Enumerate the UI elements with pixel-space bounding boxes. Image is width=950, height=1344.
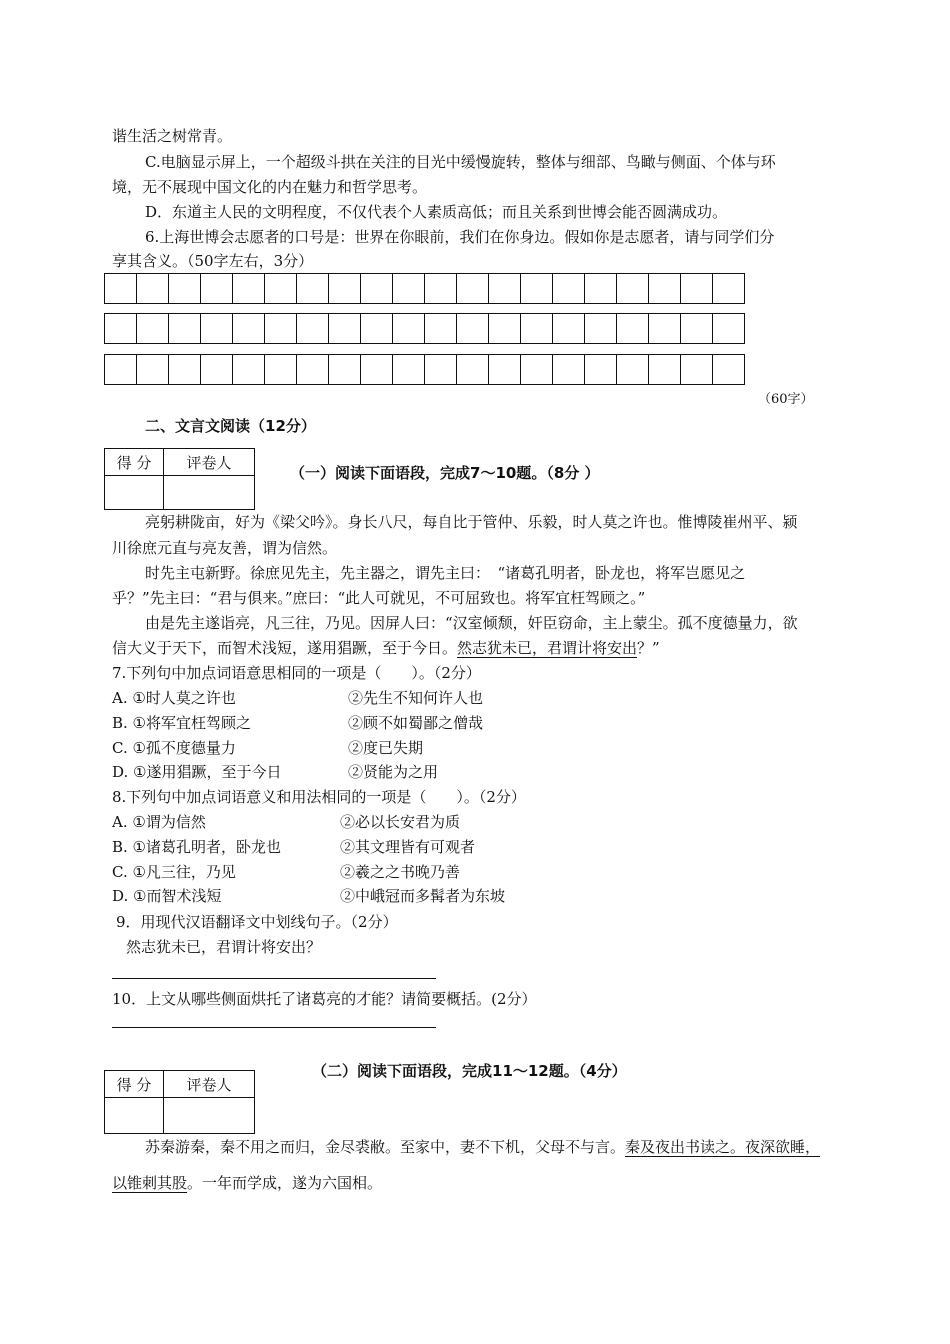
q8-option-c2: ②羲之之书晚乃善 bbox=[340, 863, 461, 881]
q8-option-d2: ②中峨冠而多髯者为东坡 bbox=[340, 887, 506, 905]
passage-text: 信大义于天下，而智术浅短，遂用猖蹶，至于今日。 bbox=[112, 639, 458, 657]
passage-line: 乎？”先主曰：“君与俱来。”庶曰：“此人可就见，不可屈致也。将军宜枉驾顾之。” bbox=[112, 589, 646, 607]
text-line: 谐生活之树常青。 bbox=[112, 127, 233, 145]
q7-option-c1: C. ①孤不度德量力 bbox=[112, 739, 236, 757]
option-c-text: C.电脑显示屏上，一个超级斗拱在关注的目光中缓慢旋转，整体与细部、鸟瞰与侧面、个体与环 bbox=[145, 153, 776, 171]
grader-label: 评卷人 bbox=[164, 1071, 255, 1098]
passage-text: 。一年而学成，遂为六国相。 bbox=[187, 1174, 383, 1192]
grid-char-count: （60字） bbox=[758, 392, 814, 407]
q8-option-b2: ②其文理皆有可观者 bbox=[340, 838, 476, 856]
q7-option-a1: A. ①时人莫之许也 bbox=[112, 689, 236, 707]
question-8-stem: 8.下列句中加点词语意义和用法相同的一项是（ ）。（2分） bbox=[112, 788, 526, 806]
question-9-stem: 9．用现代汉语翻译文中划线句子。（2分） bbox=[116, 913, 398, 931]
q8-option-b1: B. ①诸葛孔明者，卧龙也 bbox=[112, 838, 282, 856]
score-label: 得 分 bbox=[105, 1071, 164, 1098]
answer-line[interactable] bbox=[112, 978, 436, 979]
writing-grid-row-2[interactable] bbox=[104, 313, 745, 344]
option-d-text: D．东道主人民的文明程度，不仅代表个人素质高低；而且关系到世博会能否圆满成功。 bbox=[145, 203, 728, 221]
score-cell[interactable] bbox=[105, 476, 164, 510]
q7-option-b2: ②顾不如蜀鄙之僧哉 bbox=[348, 714, 484, 732]
underlined-sentence: 以锥刺其股 bbox=[112, 1174, 188, 1192]
part2-heading: （二）阅读下面语段，完成11～12题。（4分） bbox=[312, 1062, 627, 1080]
grader-cell[interactable] bbox=[164, 1098, 255, 1134]
score-cell[interactable] bbox=[105, 1098, 164, 1134]
question-6-stem-cont: 享其含义。（50字左右，3分） bbox=[112, 252, 314, 270]
question-6-stem: 6.上海世博会志愿者的口号是：世界在你眼前，我们在你身边。假如你是志愿者，请与同学们分 bbox=[145, 228, 775, 246]
passage-text: ？” bbox=[637, 639, 660, 657]
grader-cell[interactable] bbox=[164, 476, 255, 510]
part1-heading: （一）阅读下面语段，完成7～10题。（8分 ） bbox=[290, 464, 600, 482]
passage-line: 由是先主遂诣亮，凡三往，乃见。因屏人曰：“汉室倾颓，奸臣窃命，主上蒙尘。孤不度德量力，欲 bbox=[145, 614, 798, 632]
passage-line bbox=[112, 1173, 382, 1193]
section-heading: 二、文言文阅读（12分） bbox=[145, 417, 316, 435]
q8-option-d1: D. ①而智术浅短 bbox=[112, 887, 222, 905]
q7-option-c2: ②度已失期 bbox=[348, 739, 424, 757]
passage-line bbox=[145, 1137, 820, 1157]
grader-label: 评卷人 bbox=[164, 449, 255, 476]
q7-option-d1: D. ①遂用猖蹶，至于今日 bbox=[112, 763, 282, 781]
underlined-sentence: 然志犹未已，君谓计将安出 bbox=[457, 639, 638, 657]
score-box bbox=[104, 1070, 255, 1134]
writing-grid-row-3[interactable] bbox=[104, 354, 745, 385]
question-10-stem: 10．上文从哪些侧面烘托了诸葛亮的才能？请简要概括。(2分） bbox=[112, 990, 537, 1008]
q7-option-b1: B. ①将军宜枉驾顾之 bbox=[112, 714, 252, 732]
underlined-sentence: 秦及夜出书读之。夜深欲睡， bbox=[625, 1138, 821, 1156]
q8-option-a1: A. ①谓为信然 bbox=[112, 813, 206, 831]
answer-line[interactable] bbox=[112, 1027, 436, 1028]
passage-line bbox=[112, 638, 660, 658]
passage-text: 苏秦游秦，秦不用之而归，金尽裘敝。至家中，妻不下机，父母不与言。 bbox=[145, 1138, 626, 1156]
question-9-sentence: 然志犹未已，君谓计将安出？ bbox=[126, 938, 322, 956]
score-label: 得 分 bbox=[105, 449, 164, 476]
q8-option-c1: C. ①凡三往，乃见 bbox=[112, 863, 236, 881]
q7-option-d2: ②贤能为之用 bbox=[348, 763, 439, 781]
question-7-stem: 7.下列句中加点词语意思相同的一项是（ ）。（2分） bbox=[112, 664, 481, 682]
score-box bbox=[104, 448, 255, 510]
q7-option-a2: ②先生不知何许人也 bbox=[348, 689, 484, 707]
passage-line: 亮躬耕陇亩，好为《梁父吟》。身长八尺，每自比于管仲、乐毅，时人莫之许也。惟博陵崔州平、颍 bbox=[145, 513, 798, 531]
writing-grid-row-1[interactable] bbox=[104, 273, 745, 304]
passage-line: 川徐庶元直与亮友善，谓为信然。 bbox=[112, 539, 338, 557]
q8-option-a2: ②必以长安君为质 bbox=[340, 813, 461, 831]
text-line: 境，无不展现中国文化的内在魅力和哲学思考。 bbox=[112, 178, 428, 196]
passage-line: 时先主屯新野。徐庶见先主，先主器之，谓先主曰： “诸葛孔明者，卧龙也，将军岂愿见之 bbox=[145, 564, 746, 582]
